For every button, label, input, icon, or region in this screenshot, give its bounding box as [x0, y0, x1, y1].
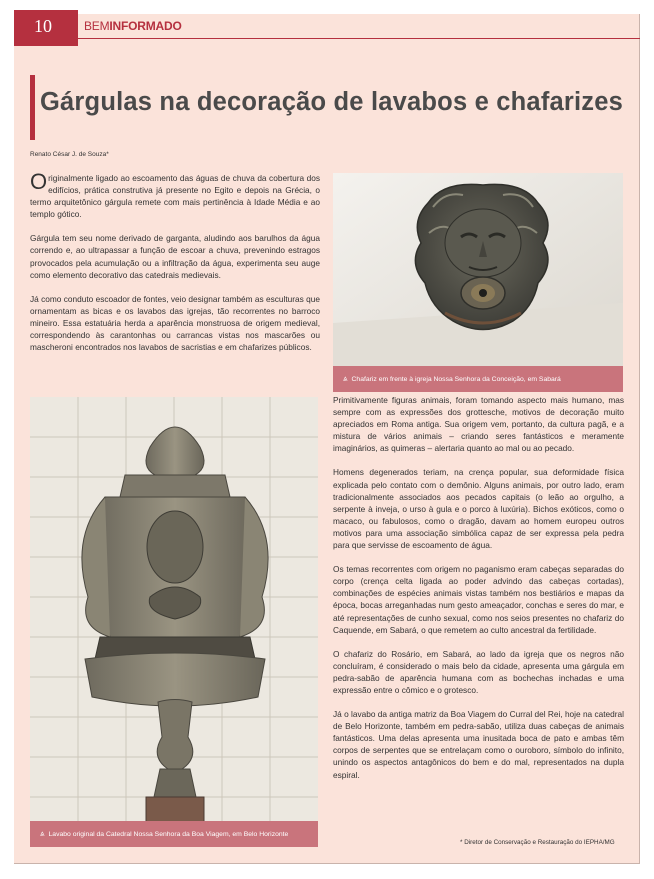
caret-up-icon: ⩓ — [343, 374, 348, 383]
paragraph-text: riginalmente ligado ao escoamento das águas de chuva da cobertura dos edifícios, prática construtiva já presente no Egito e depois na Grécia, o termo arquitetônico gárgula remete com mais pertinência à Idade Média e ao templo gótico. — [30, 173, 320, 220]
lavabo-illustration — [30, 397, 318, 822]
paragraph: Já o lavabo da antiga matriz da Boa Viagem do Curral del Rei, hoje na catedral de Belo Horizonte, também em pedra-sabão, utiliza duas cabeças de animais fantásticos. Uma delas apresenta uma inusitada boca de pato e ambas têm corpos de serpentes que se entrelaçam como o ouroboro, símbolo do infinito, unindo os aspectos antagônicos do bem e do mal, representados na dupla espiral. — [333, 709, 624, 780]
photo-caption — [333, 366, 623, 392]
page-number: 10 — [14, 10, 78, 46]
author-footnote: * Diretor de Conservação e Restauração do IEPHA/MG — [460, 839, 615, 846]
header-rule — [78, 38, 640, 39]
title-accent-bar — [30, 75, 35, 140]
article-author: Renato César J. de Souza* — [30, 151, 109, 158]
brand-part-1: BEM — [84, 19, 110, 33]
caption-text: Chafariz em frente à igreja Nossa Senhora da Conceição, em Sabará — [351, 376, 561, 383]
article-title: Gárgulas na decoração de lavabos e chafarizes — [40, 88, 624, 116]
paragraph: Primitivamente figuras animais, foram tomando aspecto mais humano, mas sempre com as expressões dos grottesche, motivos de decoração muito apreciados em Roma antiga. Sua origem vem, portanto, da cultura pagã, e a mistura de vários animais – criando seres fantásticos e meramente imaginários, as quimeras – alertaria quanto ao mal ou ao pecado. — [333, 395, 624, 454]
caption-text: Lavabo original da Catedral Nossa Senhora da Boa Viagem, em Belo Horizonte — [48, 831, 289, 838]
magazine-brand — [84, 19, 182, 33]
brand-part-2: INFORMADO — [109, 19, 182, 33]
photo-caption — [30, 821, 318, 847]
paragraph: Já como conduto escoador de fontes, veio designar também as esculturas que ornamentam as bicas e os lavabos das igrejas, tão recorrentes no barroco mineiro. Essa estatuária herda a aparência monstruosa de origem medieval, correspondendo às carantonhas ou carrancas vistas nos mascarões ou mascheroni encontrados nos lavabos de sacristias e em chafarizes públicos. — [30, 293, 320, 353]
paragraph — [30, 169, 320, 220]
right-column — [333, 394, 624, 793]
photo-chafariz-sabara — [333, 173, 623, 366]
paragraph: Gárgula tem seu nome derivado de garganta, aludindo aos barulhos da água correndo e, ao ultrapassar a função de escoar a chuva, prevenindo estragos provocados pela acumulação ou a infiltração da água, experimenta seu auge como elemento decorativo das catedrais medievais. — [30, 233, 320, 280]
caret-up-icon: ⩓ — [40, 829, 45, 838]
left-column — [30, 169, 320, 365]
chafariz-mask-illustration — [333, 173, 623, 366]
photo-lavabo-catedral — [30, 397, 318, 822]
paragraph: Homens degenerados teriam, na crença popular, sua deformidade física explicada pelo contato com o demônio. Alguns animais, por outro lado, eram tradicionalmente associados aos pecados capitais (o leão ao orgulho, a serpente à inveja, o urso à gula e o porco à luxúria). Bichos exóticos, como o macaco, ou fabulosos, como o dragão, davam ao homem europeu outros motivos para uma associação simbólica capaz de ser expressa pela pedra para que servisse de escoamento de água. — [333, 467, 624, 551]
drop-cap: O — [30, 169, 48, 194]
paragraph: Os temas recorrentes com origem no paganismo eram cabeças separadas do corpo (crença celta ligada ao poder advindo das cabeças cortadas), combinações de espécies animais vistas também nos bestiários e mapas da época, bocas arreganhadas num gesto ameaçador, conchas e seres do mar, e até representações de cunho sexual, como nos seios presentes no chafariz do Caquende, em Sabará, o que remetem ao culto ancestral da fertilidade. — [333, 564, 624, 635]
paragraph: O chafariz do Rosário, em Sabará, ao lado da igreja que os negros não concluíram, é considerado o mais belo da cidade, apresenta uma gárgula em pedra-sabão de aparência humana com as bochechas inchadas e uma expressão entre o cômico e o grotesco. — [333, 648, 624, 695]
